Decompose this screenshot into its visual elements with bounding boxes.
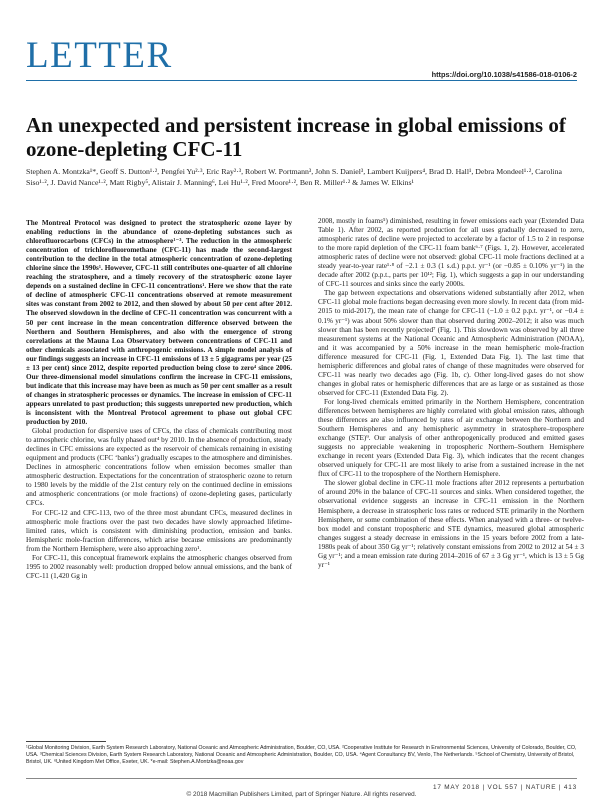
affiliations-footnote: ¹Global Monitoring Division, Earth System Research Laboratory, National Oceanic and Atmospheric Administration, Boulder, CO, USA. ²Cooperative Institute for Research in Environmental Sciences, University of Colorado, Boulder, CO, USA. ³Chemical Sciences Division, Earth System Research Laboratory, National Oceanic and Atmospheric Administration, Boulder, CO, USA. ⁴Agent Consultancy BV, Venlo, The Netherlands. ⁵School of Chemistry, University of Bristol, Bristol, UK. ⁶United Kingdom Met Office, Exeter, UK. *e-mail: Stephen.A.Montzka@noaa.gov bbox=[26, 745, 577, 766]
column-left bbox=[26, 219, 292, 581]
body-paragraph: Global production for dispersive uses of CFCs, the class of chemicals contributing most to atmospheric chlorine, was fully phased out⁴ by 2010. In the absence of production, steady declines in CFC emissions are expected as the reservoir of chemicals remaining in existing equipment and products (CFC ‘banks’) gradually escapes to the atmosphere and diminishes. Declines in atmospheric concentrations follow when emission becomes smaller than atmospheric destruction. Expectations for the concentration of stratospheric ozone to return to 1980 levels by the middle of the 21st century rely on the continued decline in emissions and atmospheric concentrations (or mole fractions) of ozone-depleting gases, particularly CFCs. bbox=[26, 427, 292, 508]
body-paragraph: For CFC-12 and CFC-113, two of the three most abundant CFCs, measured declines in atmospheric mole fractions over the past two decades have slowly approached lifetime-limited rates, which is consistent with diminishing production, emission and banks. Hemispheric mole-fraction differences, which arise because emissions are predominantly from the Northern Hemisphere, were also approaching zero¹. bbox=[26, 508, 292, 553]
body-paragraph: The slower global decline in CFC-11 mole fractions after 2012 represents a perturbation of around 20% in the balance of CFC-11 sources and sinks. When considered together, the observational evidence suggests an increase in CFC-11 emission in the Northern Hemisphere, a decrease in stratospheric loss rates or reduced STE primarily in the Northern Hemisphere, or some combination of these effects. When analysed with a three- or twelve-box model and constant tropospheric and STE dynamics, measured global atmospheric changes suggest a steady decrease in emissions in the 15 years before 2002 from a late-1980s peak of about 350 Gg yr⁻¹; relatively constant emissions from 2002 to 2012 at 54 ± 3 Gg yr⁻¹; and a mean emission rate during 2014–2016 of 67 ± 3 Gg yr⁻¹, which is 13 ± 5 Gg yr⁻¹ bbox=[318, 479, 584, 569]
body-paragraph: 2008, mostly in foams⁵) diminished, resulting in fewer emissions each year (Extended Data Table 1). After 2002, as reported production for all uses gradually decreased to zero, atmospheric rates of decline were projected to accelerate by a factor of 1.5 to 2 in response to the more rapid depletion of the CFC-11 foam bank⁶·⁷ (Figs. 1, 2). However, accelerated atmospheric rates of decline were not observed: global CFC-11 mole fractions declined at a steady year-to-year rate¹·⁸ of −2.1 ± 0.3 (1 s.d.) p.p.t. yr⁻¹ (or −0.85 ± 0.10% yr⁻¹) in the decade after 2002 (p.p.t., parts per 10¹²; Fig. 1), which suggests a gap in our understanding of CFC-11 sources and sinks since the early 2000s. bbox=[318, 217, 584, 289]
page-footer bbox=[26, 784, 577, 796]
author-list: Stephen A. Montzka¹*, Geoff S. Dutton¹·², Pengfei Yu²·³, Eric Ray²·³, Robert W. Portmann³, John S. Daniel³, Lambert Kuijpers⁴, Brad D. Hall¹, Debra Mondeel¹·², Carolina Siso¹·², J. David Nance¹·², Matt Rigby⁵, Alistair J. Manning⁶, Lei Hu¹·², Fred Moore¹·², Ben R. Miller¹·² & James W. Elkins¹ bbox=[26, 167, 562, 188]
copyright-notice: © 2018 Macmillan Publishers Limited, part of Springer Nature. All rights reserved. bbox=[186, 791, 417, 798]
journal-issue-page: 17 MAY 2018 | VOL 557 | NATURE | 413 bbox=[432, 784, 577, 791]
doi-link[interactable]: https://doi.org/10.1038/s41586-018-0106-2 bbox=[431, 70, 577, 79]
column-right bbox=[318, 217, 584, 570]
abstract: The Montreal Protocol was designed to protect the stratospheric ozone layer by enabling reductions in the abundance of ozone-depleting substances such as chlorofluorocarbons (CFCs) in the atmosphere¹⁻³. The reduction in the atmospheric concentration of trichlorofluoromethane (CFC-11) has made the second-largest contribution to the decline in the total atmospheric concentration of ozone-depleting chlorine since the 1990s¹. However, CFC-11 still contributes one-quarter of all chlorine reaching the stratosphere, and a timely recovery of the stratospheric ozone layer depends on a sustained decline in CFC-11 concentrations¹. Here we show that the rate of decline of atmospheric CFC-11 concentrations observed at remote measurement sites was constant from 2002 to 2012, and then slowed by about 50 per cent after 2012. The observed slowdown in the decline of CFC-11 concentration was concurrent with a 50 per cent increase in the mean concentration difference observed between the Northern and Southern Hemispheres, and also with the emergence of strong correlations at the Mauna Loa Observatory between concentrations of CFC-11 and other chemicals associated with anthropogenic emissions. A simple model analysis of our findings suggests an increase in CFC-11 emissions of 13 ± 5 gigagrams per year (25 ± 13 per cent) since 2012, despite reported production being close to zero⁴ since 2006. Our three-dimensional model simulations confirm the increase in CFC-11 emissions, but indicate that this increase may have been as much as 50 per cent smaller as a result of changes in stratospheric processes or dynamics. The increase in emission of CFC-11 appears unrelated to past production; this suggests unreported new production, which is inconsistent with the Montreal Protocol agreement to phase out global CFC production by 2010. bbox=[26, 219, 292, 427]
body-paragraph: For CFC-11, this conceptual framework explains the atmospheric changes observed from 1995 to 2002 reasonably well: production dropped below annual emissions, and the bank of CFC-11 (1,420 Gg in bbox=[26, 553, 292, 580]
footer-rule bbox=[26, 778, 577, 779]
article-title: An unexpected and persistent increase in global emissions of ozone-depleting CFC-11 bbox=[26, 113, 566, 161]
section-label: LETTER bbox=[26, 35, 173, 76]
header-rule bbox=[26, 80, 577, 81]
body-paragraph: For long-lived chemicals emitted primarily in the Northern Hemisphere, concentration differences between hemispheres are highly correlated with global emission rates, although these differences are also influenced by rates of air exchange between the Northern and Southern Hemispheres and any hemispheric asymmetry in stratosphere–troposphere exchange (STE)⁹. Our analysis of other anthropogenically produced and emitted gases suggests no appreciable weakening in tropospheric Northern–Southern Hemisphere exchange in recent years (Extended Data Fig. 3), which indicates that the recent changes observed uniquely for CFC-11 are most likely to arise from a sustained increase in the net flux of CFC-11 to the troposphere of the Northern Hemisphere. bbox=[318, 397, 584, 479]
body-paragraph: The gap between expectations and observations widened substantially after 2012, when CFC-11 global mole fractions began decreasing even more slowly. In recent data (from mid-2015 to mid-2017), the mean rate of change for CFC-11 (−1.0 ± 0.2 p.p.t. yr⁻¹, or −0.4 ± 0.1% yr⁻¹) was about 50% slower than that observed during 2002–2012; it also was much slower than has been recently projected⁷ (Fig. 1). This slowdown was observed by all three measurement systems at the National Oceanic and Atmospheric Administration (NOAA), and it was accompanied by a 50% increase in the mean hemispheric mole-fraction difference measured for CFC-11 (Fig. 1, Extended Data Fig. 1). The last time that hemispheric differences and global rates of change of these magnitudes were observed for CFC-11 was nearly two decades ago (Fig. 1b, c). Other long-lived gases do not show changes in global rates or hemispheric differences that are as large or as sustained as those observed for CFC-11 (Extended Data Fig. 2). bbox=[318, 289, 584, 397]
footnote-rule bbox=[26, 741, 106, 742]
